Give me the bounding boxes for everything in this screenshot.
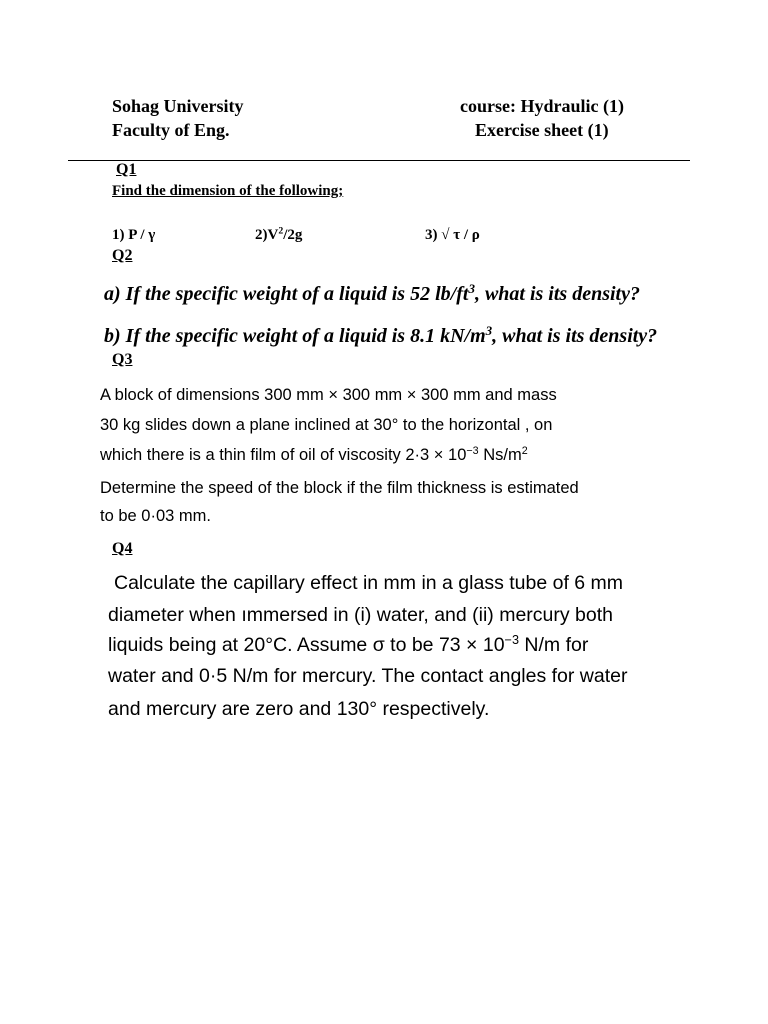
q4-label: Q4	[112, 540, 133, 557]
q3-line-2: 30 kg slides down a plane inclined at 30° to the horizontal , on	[100, 416, 553, 434]
q4-line-4: water and 0·5 N/m for mercury. The contact angles for water	[108, 665, 628, 687]
q4-line-2: diameter when ımmersed in (i) water, and (ii) mercury both	[108, 604, 614, 626]
q1-item-3: 3) √ τ / ρ	[425, 227, 480, 243]
q2-part-a: a) If the specific weight of a liquid is 52 $lb/ft^3$, what is its density?	[104, 280, 640, 305]
q3-label: Q3	[112, 351, 133, 368]
course-title: course: Hydraulic (1)	[460, 96, 624, 116]
q4-line-1: Calculate the capillary effect in mm in a glass tube of 6 mm	[114, 572, 624, 594]
q2-part-b: b) If the specific weight of a liquid is 8.1 $kN/m^3$, what is its density?	[104, 322, 658, 347]
university-name: Sohag University	[112, 96, 244, 116]
q4-line-3: liquids being at 20°C. Assume σ to be $73 \times 10^{-3}$ N/m for	[108, 633, 589, 656]
q4-line-5: and mercury are zero and 130° respectively.	[108, 698, 490, 720]
sheet-title: Exercise sheet (1)	[475, 120, 609, 140]
q1-item-2: $2)V^2/2g$	[255, 225, 303, 243]
q3-line-3: which there is a thin film of oil of viscosity $2\cdot 3 \times 10^{-3}$ $Ns/m^2$	[100, 445, 528, 464]
faculty-name: Faculty of Eng.	[112, 120, 230, 140]
q1-item-1: 1) P / γ	[112, 227, 156, 243]
q2-label: Q2	[112, 247, 133, 264]
q1-label: Q1	[116, 161, 137, 178]
q3-line-4: Determine the speed of the block if the film thickness is estimated	[100, 479, 579, 497]
header-divider	[68, 160, 690, 161]
q1-instruction: Find the dimension of the following;	[112, 183, 344, 199]
q3-line-1: A block of dimensions 300 mm × 300 mm × 300 mm and mass	[100, 386, 557, 404]
q3-line-5: to be 0·03 mm.	[100, 507, 211, 525]
